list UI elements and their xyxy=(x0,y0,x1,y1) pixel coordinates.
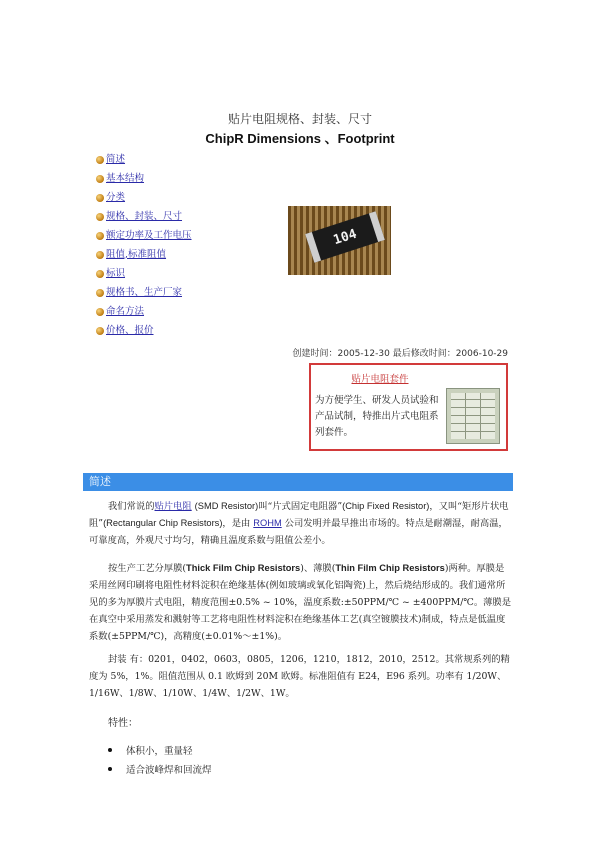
toc-item-power[interactable] xyxy=(96,226,192,245)
toc-link[interactable]: 分类 xyxy=(106,191,126,203)
bullet-icon xyxy=(96,156,104,164)
toc-item-classification[interactable] xyxy=(96,188,192,207)
toc-link[interactable]: 价格、报价 xyxy=(106,324,154,336)
toc-link[interactable]: 简述 xyxy=(106,153,126,165)
kit-tray-image xyxy=(451,393,495,439)
rohm-link[interactable]: ROHM xyxy=(253,518,282,528)
bullet-icon xyxy=(96,289,104,297)
toc-item-datasheet[interactable] xyxy=(96,283,192,302)
features-label: 特性： xyxy=(108,718,138,729)
text: 按生产工艺分厚膜( xyxy=(108,563,187,574)
bullet-icon xyxy=(96,232,104,240)
toc-link[interactable]: 规格、封装、尺寸 xyxy=(106,210,183,222)
chip-resistor-photo xyxy=(288,206,391,275)
features-list xyxy=(108,740,212,778)
bullet-icon xyxy=(96,251,104,259)
kit-promo-box xyxy=(309,363,508,451)
bullet-icon xyxy=(96,213,104,221)
page-title-en: ChipR Dimensions 、Footprint xyxy=(205,131,395,146)
text: Thick Film Chip Resistors xyxy=(186,563,301,573)
paragraph-packages xyxy=(89,651,511,702)
kit-title-link[interactable]: 贴片电阻套件 xyxy=(351,374,409,385)
bullet-icon xyxy=(96,327,104,335)
text: (Rectangular Chip Resistors) xyxy=(103,518,223,528)
paragraph-process xyxy=(89,560,511,645)
toc-item-resistance[interactable] xyxy=(96,245,192,264)
toc-item-overview[interactable] xyxy=(96,150,192,169)
date-line xyxy=(293,346,509,359)
smd-resistor-link[interactable]: 贴片电阻 xyxy=(154,501,192,512)
text: (Chip Fixed Resistor) xyxy=(342,501,430,511)
text: 公司发明并最早推出市场的。特点是耐潮湿，耐高温，可靠度高，外观尺寸均匀，精确且温度系数与阻值公差小。 xyxy=(89,518,508,546)
toc-link[interactable]: 规格书、生产厂家 xyxy=(106,286,183,298)
text: 我们常说的 xyxy=(108,501,155,512)
text: (SMD Resistor) xyxy=(194,501,259,511)
text: )两种。厚膜是采用丝网印刷将电阻性材料淀积在绝缘基体(例如玻璃或氧化铝陶瓷)上，然后烧结形成的。我们通常所见的多为厚膜片式电阻，精度范围±0.5% ~ 10%，温度系数:±50PPM/℃ ~ ±400PPM/℃。薄膜是在真空中采用蒸发和溅射等工艺将电阻性材料淀积在绝缘基体工艺(真空镀膜技术)制成，特点是低温度系数(±5PPM/℃)，高精度(±0.01%～±1%)。 xyxy=(89,563,512,642)
bullet-icon xyxy=(96,270,104,278)
page-title-cn: 贴片电阻规格、封装、尺寸 xyxy=(227,112,372,126)
bullet-icon xyxy=(96,175,104,183)
text: Thin Film Chip Resistors xyxy=(335,563,445,573)
modified-date: 最后修改时间：2006-10-29 xyxy=(392,349,508,359)
text: )、薄膜( xyxy=(300,563,336,574)
bullet-icon xyxy=(96,194,104,202)
created-date: 创建时间：2005-12-30 xyxy=(292,349,390,359)
table-of-contents xyxy=(96,150,192,340)
text: ，是由 xyxy=(222,518,251,529)
toc-item-naming[interactable] xyxy=(96,302,192,321)
kit-description: 为方便学生、研发人员试验和产品试制，特推出片式电阻系列套件。 xyxy=(315,395,439,438)
chip-marking: 104 xyxy=(331,226,359,248)
toc-link[interactable]: 阻值,标准阻值 xyxy=(106,248,167,260)
toc-link[interactable]: 标识 xyxy=(106,267,126,279)
bullet-icon xyxy=(96,308,104,316)
bullet-dot-icon xyxy=(108,767,112,771)
list-item xyxy=(108,740,212,759)
text: 体积小，重量轻 xyxy=(126,745,193,757)
list-item xyxy=(108,759,212,778)
chip-resistor-body xyxy=(305,211,385,262)
toc-link[interactable]: 基本结构 xyxy=(106,172,145,184)
text: 叫“片式固定电阻器” xyxy=(258,501,343,512)
bullet-dot-icon xyxy=(108,748,112,752)
toc-link[interactable]: 额定功率及工作电压 xyxy=(106,229,192,241)
toc-link[interactable]: 命名方法 xyxy=(106,305,145,317)
section-header-overview: 简述 xyxy=(83,473,513,491)
text: 适合波峰焊和回流焊 xyxy=(126,764,212,776)
toc-item-price[interactable] xyxy=(96,321,192,340)
paragraph-intro xyxy=(89,498,511,549)
kit-photo[interactable] xyxy=(446,388,500,444)
text: ，又叫“矩形片状电阻” xyxy=(89,501,509,529)
toc-item-specs[interactable] xyxy=(96,207,192,226)
toc-item-structure[interactable] xyxy=(96,169,192,188)
toc-item-marking[interactable] xyxy=(96,264,192,283)
text: 封装 有：0201，0402，0603，0805，1206，1210，1812，2010，2512。其常规系列的精度为 5%，1%。阻值范围从 0.1 欧姆到 20M 欧姆。标准阻值有 E24，E96 系列。功率有 1/20W、1/16W、1/8W、1/10W、1/4W、1/2W、1W。 xyxy=(89,654,510,699)
